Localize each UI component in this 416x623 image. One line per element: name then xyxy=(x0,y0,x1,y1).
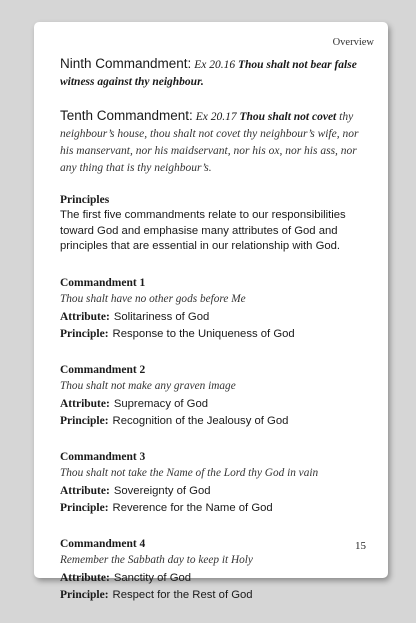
principle-value: Recognition of the Jealousy of God xyxy=(112,415,289,427)
attribute-label: Attribute: xyxy=(60,310,110,323)
commandment-heading: Commandment 4 xyxy=(60,537,146,550)
commandment-quote: Thou shalt not take the Name of the Lord thy God in vain xyxy=(60,467,319,479)
attribute-label: Attribute: xyxy=(60,571,110,584)
commandment-4 xyxy=(60,536,373,604)
tenth-commandment-text-bold: Thou shalt not covet xyxy=(239,111,337,123)
attribute-value: Supremacy of God xyxy=(113,397,209,410)
attribute-label: Attribute: xyxy=(60,397,110,410)
principles-body: The first five commandments relate to our responsibilities toward God and emphasise many attributes of God and principles that are essential in our relationship with God. xyxy=(60,209,346,252)
principle-value: Respect for the Rest of God xyxy=(112,589,253,601)
attribute-value: Solitariness of God xyxy=(113,310,210,323)
principle-label: Principle: xyxy=(60,502,109,514)
attribute-value: Sanctity of God xyxy=(113,571,192,584)
principle-value: Response to the Uniqueness of God xyxy=(112,328,295,340)
commandment-heading: Commandment 2 xyxy=(60,363,146,376)
commandment-quote: Thou shalt have no other gods before Me xyxy=(60,293,246,305)
attribute-label: Attribute: xyxy=(60,484,110,497)
commandment-3 xyxy=(60,449,373,517)
ninth-commandment-title: Ninth Commandment: xyxy=(60,56,192,71)
principle-value: Reverence for the Name of God xyxy=(112,502,273,514)
tenth-commandment-reference: Ex 20.17 xyxy=(195,111,237,123)
commandment-quote: Remember the Sabbath day to keep it Holy xyxy=(60,554,253,566)
principle-label: Principle: xyxy=(60,589,109,601)
commandment-1 xyxy=(60,275,373,343)
principles-heading: Principles xyxy=(60,194,110,206)
tenth-commandment xyxy=(60,107,373,177)
tenth-commandment-title: Tenth Commandment: xyxy=(60,108,193,123)
tenth-commandment-text: thy neighbour’s house, thou shalt not covet thy neighbour’s wife, nor his manservant, nor his maidservant, nor his ox, nor his ass, nor any thing that is thy neighbour’s. xyxy=(60,111,359,174)
principle-label: Principle: xyxy=(60,328,109,340)
principle-label: Principle: xyxy=(60,415,109,427)
document-page xyxy=(34,22,388,601)
running-header: Overview xyxy=(332,37,374,48)
commandment-heading: Commandment 3 xyxy=(60,450,146,463)
attribute-value: Sovereignty of God xyxy=(113,484,211,497)
page-number: 15 xyxy=(355,540,366,552)
commandment-2 xyxy=(60,362,373,430)
page-content xyxy=(60,55,373,623)
commandment-heading: Commandment 1 xyxy=(60,276,146,289)
ninth-commandment-reference: Ex 20.16 xyxy=(194,59,236,71)
commandment-quote: Thou shalt not make any graven image xyxy=(60,380,236,392)
ninth-commandment-text: Thou shalt not bear false witness against thy neighbour. xyxy=(60,59,357,88)
ninth-commandment xyxy=(60,55,373,91)
